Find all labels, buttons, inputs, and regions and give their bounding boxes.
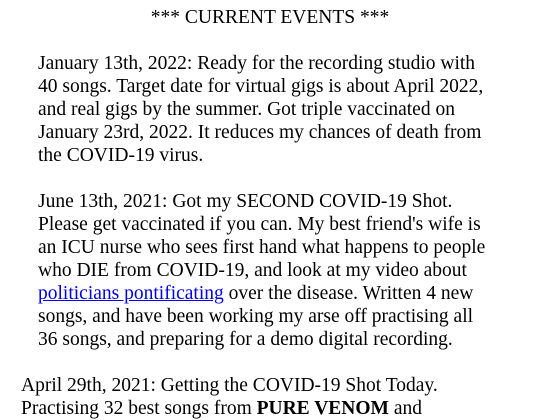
entry-line: 36 songs, and preparing for a demo digital recording. — [38, 329, 453, 350]
entry-line: and real gigs by the summer. Got triple vaccinated on — [38, 99, 455, 120]
entry-line: Please get vaccinated if you can. My best friend's wife is — [38, 214, 481, 235]
page-heading: *** CURRENT EVENTS *** — [150, 7, 390, 28]
entry-line-with-link — [38, 282, 485, 305]
entry-line: who DIE from COVID-19, and look at my video about — [38, 260, 467, 281]
entry-line-after-link: over the disease. Written 4 new — [223, 283, 474, 304]
entry-text: Practising 32 best songs from — [21, 398, 257, 419]
entry-line-partial — [21, 397, 438, 420]
album-title: PURE VENOM — [256, 398, 389, 419]
news-entry-apr-2021 — [21, 374, 438, 420]
news-entry-jan-2022 — [38, 52, 483, 167]
entry-line: April 29th, 2021: Getting the COVID-19 Shot Today. — [21, 375, 438, 396]
politicians-pontificating-link[interactable]: politicians pontificating — [38, 283, 224, 304]
entry-line: an ICU nurse who sees first hand what happens to people — [38, 237, 486, 258]
entry-line: January 23rd, 2022. It reduces my chances of death from — [38, 122, 482, 143]
news-entry-jun-2021 — [38, 190, 485, 351]
entry-line: 40 songs. Target date for virtual gigs is about April 2022, — [38, 76, 484, 97]
entry-text: and — [388, 398, 422, 419]
entry-line: June 13th, 2021: Got my SECOND COVID-19 Shot. — [38, 191, 453, 212]
entry-line: songs, and have been working my arse off practising all — [38, 306, 474, 327]
entry-line: January 13th, 2022: Ready for the recording studio with — [38, 53, 476, 74]
entry-line: the COVID-19 virus. — [38, 145, 204, 166]
